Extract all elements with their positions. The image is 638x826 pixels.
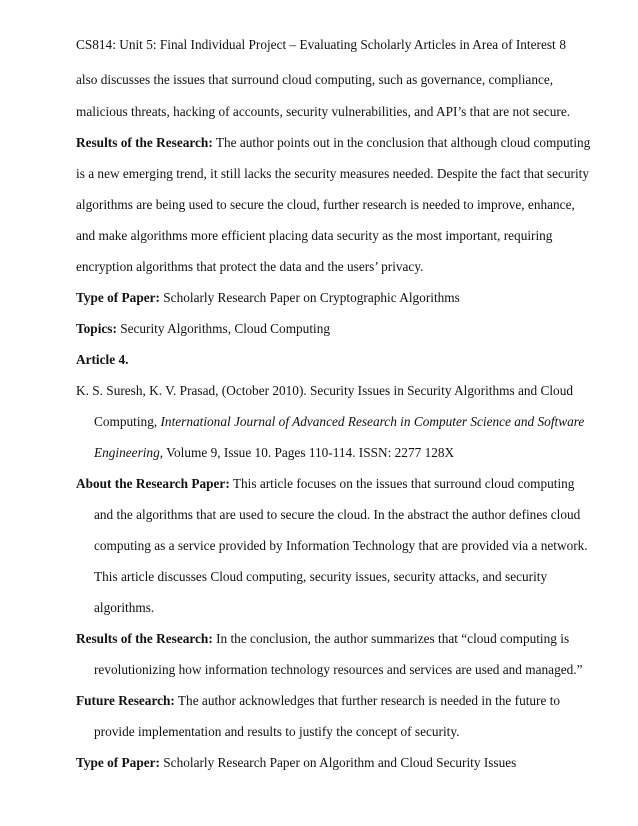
type-of-paper-label: Type of Paper: [76, 290, 160, 305]
citation-line-3 [94, 444, 454, 462]
body-line-4: is a new emerging trend, it still lacks the security measures needed. Despite the fact that security [76, 166, 589, 181]
body-line-18: algorithms. [94, 600, 155, 615]
results-text-2: In the conclusion, the author summarizes that “cloud computing is [212, 631, 570, 646]
body-line-20: revolutionizing how information technology resources and services are used and managed.” [94, 662, 583, 677]
citation-details: , Volume 9, Issue 10. Pages 110-114. ISSN: 2277 128X [159, 445, 455, 460]
about-paragraph [76, 475, 574, 493]
body-line-2: malicious threats, hacking of accounts, security vulnerabilities, and API’s that are not secure. [76, 104, 571, 119]
journal-name-cont: Engineering [94, 445, 160, 460]
journal-name: International Journal of Advanced Research in Computer Science and Software [160, 414, 585, 429]
article-heading-text: Article 4. [76, 352, 129, 367]
body-line-1: also discusses the issues that surround cloud computing, such as governance, compliance, [76, 72, 554, 87]
citation-line-1: K. S. Suresh, K. V. Prasad, (October 2010). Security Issues in Security Algorithms and Cloud [76, 383, 573, 398]
topics-label: Topics: [76, 321, 117, 336]
about-text: This article focuses on the issues that surround cloud computing [229, 476, 575, 491]
page-header [76, 36, 566, 54]
page-number: 8 [559, 37, 566, 52]
future-research [76, 692, 560, 710]
type-of-paper-text-2: Scholarly Research Paper on Algorithm and Cloud Security Issues [159, 755, 517, 770]
citation-line-2 [94, 413, 584, 431]
body-line-17: This article discusses Cloud computing, security issues, security attacks, and security [94, 569, 548, 584]
type-of-paper-2 [76, 754, 516, 772]
citation-text: Computing, [94, 414, 161, 429]
body-line-22: provide implementation and results to justify the concept of security. [94, 724, 460, 739]
results-label-2: Results of the Research: [76, 631, 213, 646]
type-of-paper-label-2: Type of Paper: [76, 755, 160, 770]
running-title: CS814: Unit 5: Final Individual Project – Evaluating Scholarly Articles in Area of Interest [76, 37, 556, 52]
future-research-label: Future Research: [76, 693, 175, 708]
body-line-15: and the algorithms that are used to secure the cloud. In the abstract the author defines cloud [94, 507, 581, 522]
results-paragraph-2 [76, 630, 569, 648]
type-of-paper-1 [76, 289, 460, 307]
results-label: Results of the Research: [76, 135, 213, 150]
results-paragraph-1 [76, 134, 590, 152]
body-line-7: encryption algorithms that protect the data and the users’ privacy. [76, 259, 424, 274]
future-research-text: The author acknowledges that further research is needed in the future to [174, 693, 561, 708]
topics-text: Security Algorithms, Cloud Computing [116, 321, 331, 336]
article-heading [76, 351, 128, 369]
body-line-16: computing as a service provided by Information Technology that are provided via a network. [94, 538, 588, 553]
body-line-6: and make algorithms more efficient placing data security as the most important, requiring [76, 228, 553, 243]
results-text: The author points out in the conclusion that although cloud computing [212, 135, 591, 150]
body-line-5: algorithms are being used to secure the cloud, further research is needed to improve, enhance, [76, 197, 575, 212]
topics-line [76, 320, 330, 338]
type-of-paper-text: Scholarly Research Paper on Cryptographic Algorithms [159, 290, 460, 305]
about-label: About the Research Paper: [76, 476, 230, 491]
